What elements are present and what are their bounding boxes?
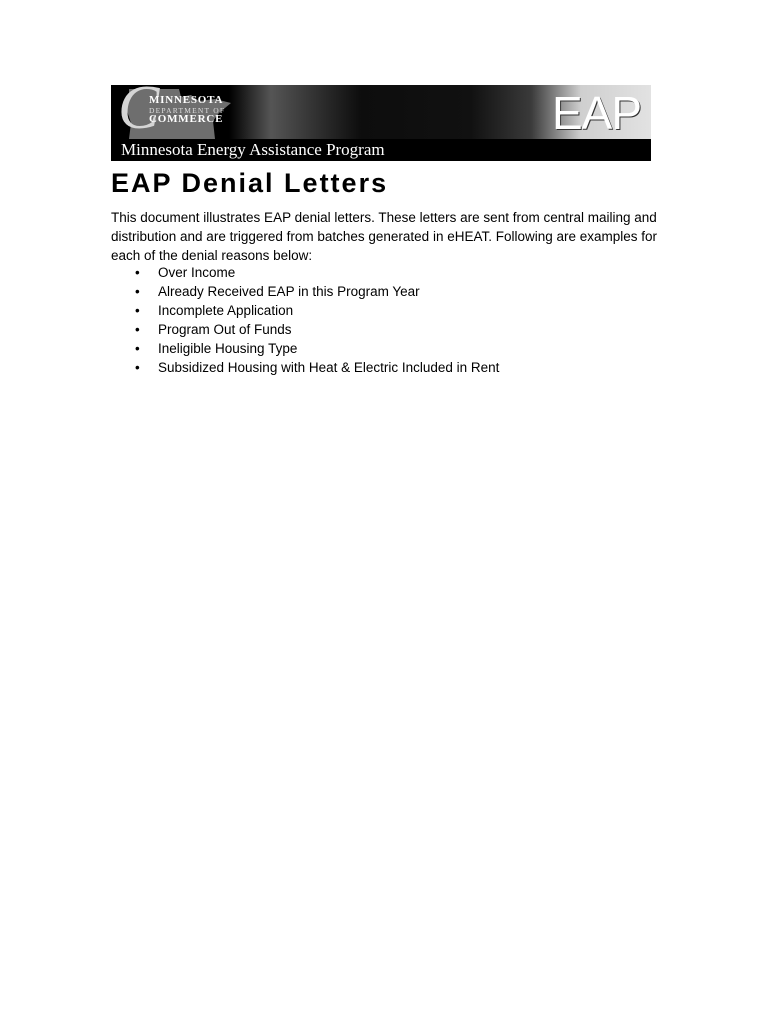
- list-item: • Ineligible Housing Type: [111, 339, 499, 358]
- list-item: • Over Income: [111, 263, 499, 282]
- list-item: • Program Out of Funds: [111, 320, 499, 339]
- department-name: [149, 95, 225, 126]
- program-name: Minnesota Energy Assistance Program: [121, 140, 385, 159]
- header-banner: [111, 85, 651, 161]
- document-title: EAP Denial Letters: [111, 168, 389, 198]
- dept-line-2: DEPARTMENT OF: [149, 105, 226, 115]
- commerce-logo-c: C: [118, 85, 160, 142]
- list-item: • Incomplete Application: [111, 301, 499, 320]
- dept-line-3: COMMERCE: [149, 113, 224, 126]
- denial-reasons-list: [111, 263, 499, 377]
- list-item: • Subsidized Housing with Heat & Electric Included in Rent: [111, 358, 499, 377]
- list-item: • Already Received EAP in this Program Year: [111, 282, 499, 301]
- intro-paragraph: This document illustrates EAP denial letters. These letters are sent from central mailing and distribution and are triggered from batches generated in eHEAT. Following are examples for each of the denial reasons below:: [111, 210, 658, 263]
- dept-line-1: MINNESOTA: [149, 94, 224, 106]
- eap-logo-text: EAP: [551, 87, 641, 139]
